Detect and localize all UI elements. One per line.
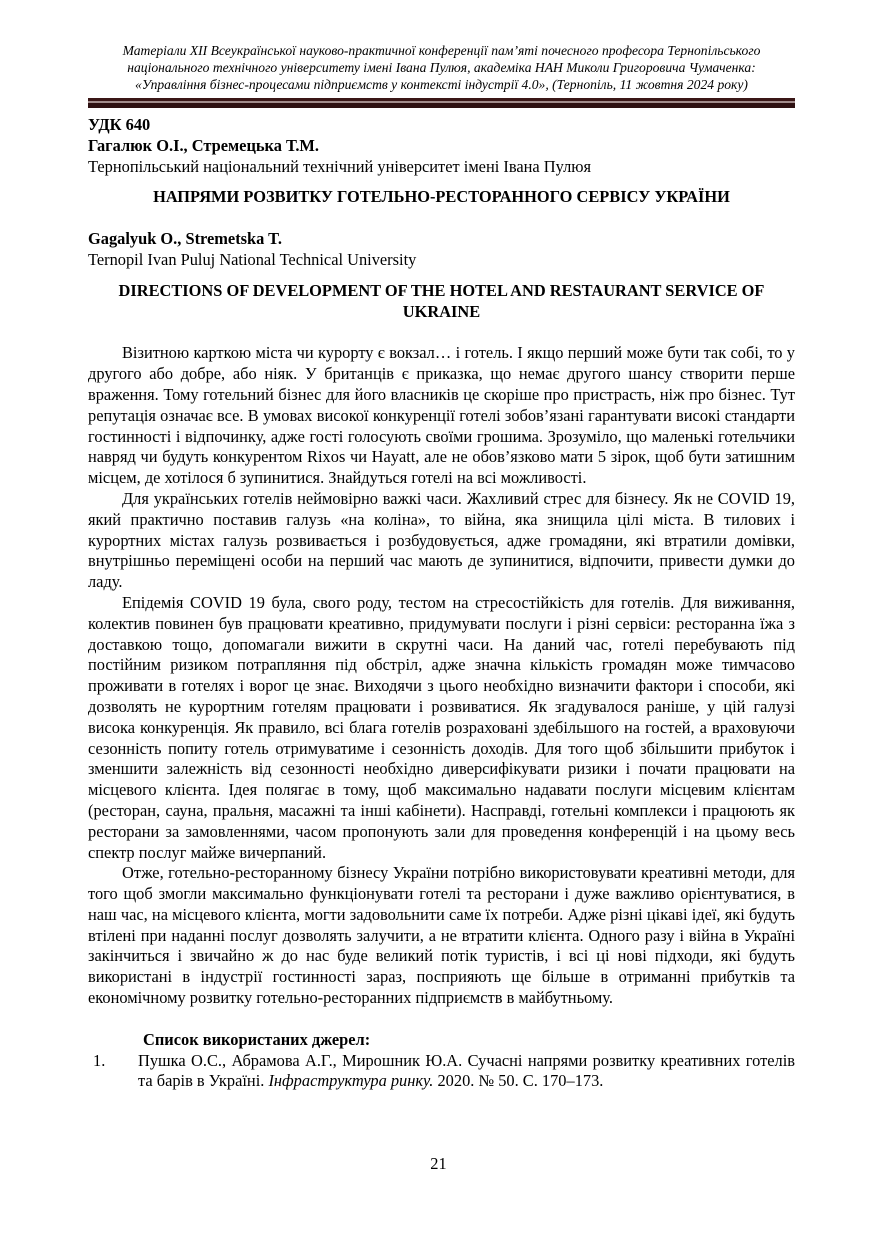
running-head [88, 42, 795, 93]
reference-number: 1. [93, 1050, 106, 1070]
reference-journal-title: Інфраструктура ринку. [268, 1071, 434, 1091]
running-head-line: національного технічного університету імені Івана Пулюя, академіка НАН Миколи Григоровича Чумаченка: [127, 60, 756, 75]
article-title-ua: НАПРЯМИ РОЗВИТКУ ГОТЕЛЬНО-РЕСТОРАННОГО СЕРВІСУ УКРАЇНИ [153, 187, 730, 207]
header-rule-bottom-band [88, 103, 795, 108]
paragraph: Отже, готельно-ресторанному бізнесу України потрібно використовувати креативні методи, для того щоб змогли максимально функціонувати готелі та ресторани і дуже важливо орієнтуватися, в наш час, на місцевого клієнта, могти задовольнити саме їх потреби. Адже різні цікаві ідеї, які будуть втілені при наданні послуг дозволять залучити, а не втратити клієнта. Одного разу і війна в Україні закінчиться і звичайно ж до нас буде великий потік туристів, і всі ці нові підходи, які будуть використані в індустрії гостинності зараз, посприяють ще більше в отриманні прибутків та економічному розвитку готельно-ресторанних підприємств в майбутньому. [88, 863, 795, 1008]
authors-ua: Гагалюк О.І., Стремецька Т.М. [88, 135, 320, 155]
running-head-line: «Управління бізнес-процесами підприємств у контексті індустрії 4.0», (Тернопіль, 11 жовтня 2024 року) [135, 77, 748, 92]
article-body [88, 115, 795, 1092]
references-heading: Список використаних джерел: [143, 1029, 371, 1049]
page-number: 21 [430, 1154, 447, 1173]
paragraph: Візитною карткою міста чи курорту є вокзал… і готель. І якщо перший може бути так собі, то у другого або добре, або ніяк. У британців є приказка, що немає другого шансу створити перше враження. Тому готельний бізнес для його власників це скоріше про пристрасть, ніж про бізнес. Тут репутація означає все. В умовах високої конкуренції готелі зобов’язані гарантувати високі стандарти гостинності і відпочинку, адже гості голосують своїми грошима. Зрозуміло, що маленькі готельчики навряд чи будуть конкурентом Rixos чи Hayatt, але не обов’язково мати 5 зірок, щоб бути затишним місцем, де хотілося б зупинитися. Знайдуться готелі на всі можливості. [88, 343, 795, 488]
reference-text [138, 1051, 795, 1093]
reference-text-part: 2020. № 50. С. 170–173. [433, 1071, 604, 1091]
running-head-line: Матеріали XII Всеукраїнської науково-практичної конференції пам’яті почесного професора Тернопільського [122, 43, 761, 58]
reference-item [88, 1051, 795, 1093]
article-title-en: DIRECTIONS OF DEVELOPMENT OF THE HOTEL AND RESTAURANT SERVICE OF UKRAINE [118, 280, 765, 321]
page-header [88, 42, 795, 108]
affiliation-ua: Тернопільський національний технічний університет імені Івана Пулюя [88, 156, 592, 176]
paragraph: Для українських готелів неймовірно важкі часи. Жахливий стрес для бізнесу. Як не COVID 19, який практично поставив галузь «на коліна», то війна, яка знищила цілі міста. В тилових і курортних містах галузь розвивається і розбудовується, адже громадяни, які втратили домівки, внутрішньо переміщені особи на перший час мають де зупинитися, відпочити, привести думки до ладу. [88, 488, 795, 592]
authors-en: Gagalyuk O., Stremetska T. [88, 229, 282, 249]
udc-code: УДК 640 [88, 115, 151, 134]
header-rule [88, 98, 795, 108]
reference-text-part: Пушка О.С., Абрамова А.Г., Мирошник Ю.А. Сучасні напрями розвитку креативних готелів та барів в Україні. [138, 1050, 795, 1091]
affiliation-en: Ternopil Ivan Puluj National Technical University [88, 249, 417, 269]
paragraph: Епідемія COVID 19 була, свого роду, тестом на стресостійкість для готелів. Для виживання, колектив повинен був працювати креативно, придумувати послуги і різні сервіси: ресторанна їжа з доставкою тощо, допомагали вижити в скрутні часи. На даний час, готелі перебувають під постійним ризиком потрапляння під обстріл, адже значна кількість громадян може тимчасово проживати в готелях і ворог це знає. Виходячи з цього необхідно визначити фактори і способи, які дозволять не курортним готелям працювати і розвиватися. Як згадувалося раніше, у цій галузі висока конкуренція. Як правило, всі блага готелів розраховані здебільшого на гостей, а враховуючи сезонність попиту готель отримуватиме і сезонність доходів. Для того щоб збільшити прибуток і зменшити залежність від сезонності необхідно диверсифікувати ризики і почати працювати на місцевого клієнта. Ідея полягає в тому, щоб максимально надавати послуги місцевим клієнтам (ресторан, сауна, пральня, масажні та інші кабінети). Насправді, готельні комплекси і працюють як ресторани за замовленнями, часом пропонують зали для проведення конференцій і на цьому весь спектр послуг майже вичерпаний. [88, 592, 795, 862]
